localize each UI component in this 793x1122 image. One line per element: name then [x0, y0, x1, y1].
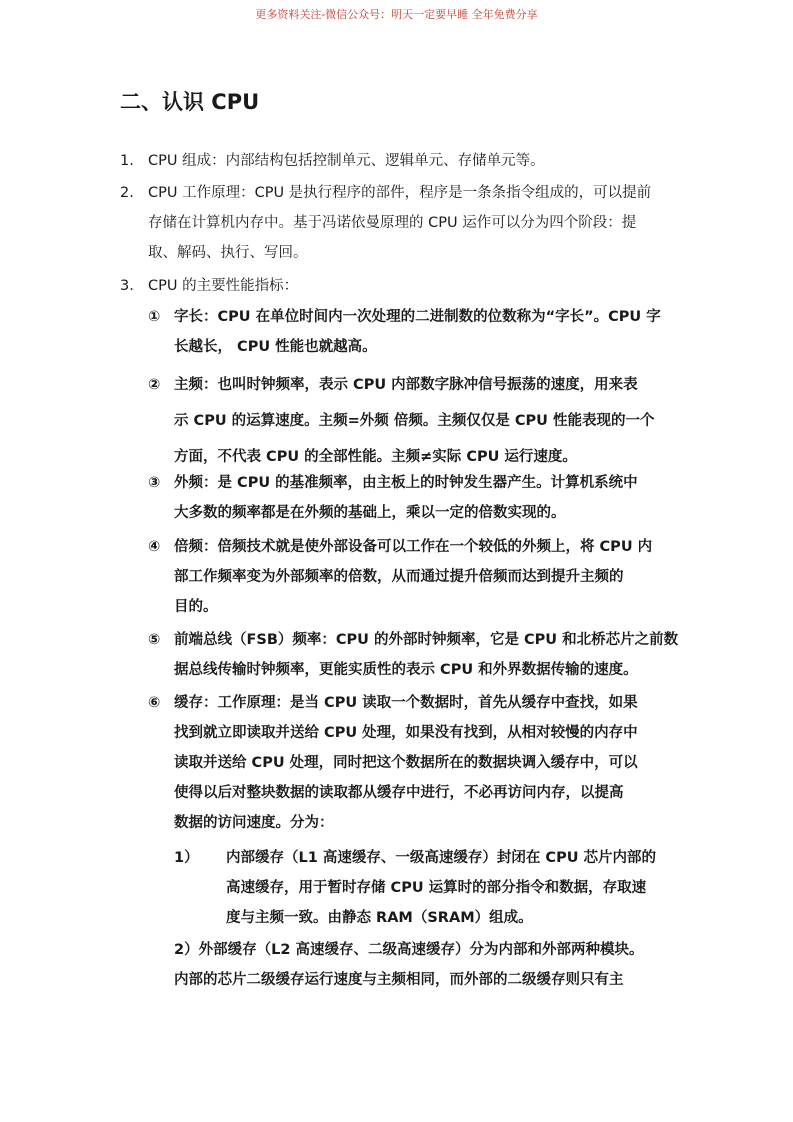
subitem-text-line: 数据的访问速度。分为：	[174, 815, 334, 831]
subitem-text-line: 方面，不代表 CPU 的全部性能。主频≠实际 CPU 运行速度。	[174, 449, 577, 465]
subitem-text-line: 主频：也叫时钟频率，表示 CPU 内部数字脉冲信号振荡的速度，用来表	[174, 377, 638, 393]
subitem-text-line: 大多数的频率都是在外频的基础上，乘以一定的倍数实现的。	[174, 505, 566, 521]
list-number: 2.	[120, 185, 134, 201]
list-item-1	[120, 146, 545, 176]
subitem-text-line: 部工作频率变为外部频率的倍数，从而通过提升倍频而达到提升主频的	[174, 569, 624, 585]
circled-number: ③	[148, 475, 161, 491]
subitem-text-line: 示 CPU 的运算速度。主频=外频 倍频。主频仅仅是 CPU 性能表现的一个	[174, 413, 655, 429]
subitem-cache	[148, 688, 638, 838]
section-title: 二、认识 CPU	[120, 90, 260, 114]
cache-text-line: 内部缓存（L1 高速缓存、一级高速缓存）封闭在 CPU 芯片内部的	[226, 850, 657, 866]
subitem-text-line: 缓存：工作原理：是当 CPU 读取一个数据时，首先从缓存中查找，如果	[174, 695, 638, 711]
subitem-text-line: 读取并送给 CPU 处理，同时把这个数据所在的数据块调入缓存中，可以	[174, 755, 638, 771]
subitem-text-line: 倍频：倍频技术就是使外部设备可以工作在一个较低的外频上，将 CPU 内	[174, 539, 653, 555]
page-header: 更多资料关注-微信公众号：明天一定要早睡 全年免费分享	[255, 8, 538, 21]
circled-number: ④	[148, 539, 161, 555]
circled-number: ⑤	[148, 632, 161, 648]
item-text-line: 取、解码、执行、写回。	[148, 245, 308, 261]
cache-text-line: 高速缓存，用于暂时存储 CPU 运算时的部分指令和数据，存取速	[226, 880, 647, 896]
subitem-front-side-bus	[148, 625, 678, 685]
subitem-text-line: 据总线传输时钟频率，更能实质性的表示 CPU 和外界数据传输的速度。	[174, 662, 638, 678]
subitem-text-line: 使得以后对整块数据的读取都从缓存中进行，不必再访问内存，以提高	[174, 785, 624, 801]
list-item-2	[120, 178, 651, 268]
cache-number: 1）	[174, 850, 199, 866]
cache-text-line: 内部的芯片二级缓存运行速度与主频相同，而外部的二级缓存则只有主	[174, 972, 624, 988]
list-item-3	[120, 271, 298, 301]
cache-text-line: 度与主频一致。由静态 RAM（SRAM）组成。	[226, 910, 533, 926]
subitem-clock-frequency	[148, 367, 654, 475]
subitem-text-line: 长越长， CPU 性能也就越高。	[174, 339, 377, 355]
subitem-external-frequency	[148, 468, 638, 528]
subitem-text-line: 字长：CPU 在单位时间内一次处理的二进制数的位数称为“字长”。CPU 字	[174, 309, 661, 325]
cache-text-line: 2）外部缓存（L2 高速缓存、二级高速缓存）分为内部和外部两种模块。	[174, 942, 644, 958]
cache-internal	[174, 843, 656, 933]
subitem-multiplier	[148, 532, 652, 622]
list-number: 3.	[120, 278, 134, 294]
subitem-text-line: 前端总线（FSB）频率：CPU 的外部时钟频率，它是 CPU 和北桥芯片之前数	[174, 632, 679, 648]
circled-number: ②	[148, 377, 161, 393]
list-number: 1.	[120, 153, 134, 169]
item-text-line: CPU 组成：内部结构包括控制单元、逻辑单元、存储单元等。	[148, 153, 545, 169]
circled-number: ①	[148, 309, 161, 325]
cache-external	[174, 935, 643, 995]
subitem-text-line: 外频：是 CPU 的基准频率，由主板上的时钟发生器产生。计算机系统中	[174, 475, 638, 491]
item-text-line: 存储在计算机内存中。基于冯诺依曼原理的 CPU 运作可以分为四个阶段：提	[148, 215, 637, 231]
subitem-text-line: 目的。	[174, 599, 218, 615]
subitem-word-length	[148, 302, 661, 362]
circled-number: ⑥	[148, 695, 161, 711]
subitem-text-line: 找到就立即读取并送给 CPU 处理，如果没有找到，从相对较慢的内存中	[174, 725, 638, 741]
item-text-line: CPU 工作原理：CPU 是执行程序的部件，程序是一条条指令组成的，可以提前	[148, 185, 652, 201]
item-text-line: CPU 的主要性能指标：	[148, 278, 299, 294]
